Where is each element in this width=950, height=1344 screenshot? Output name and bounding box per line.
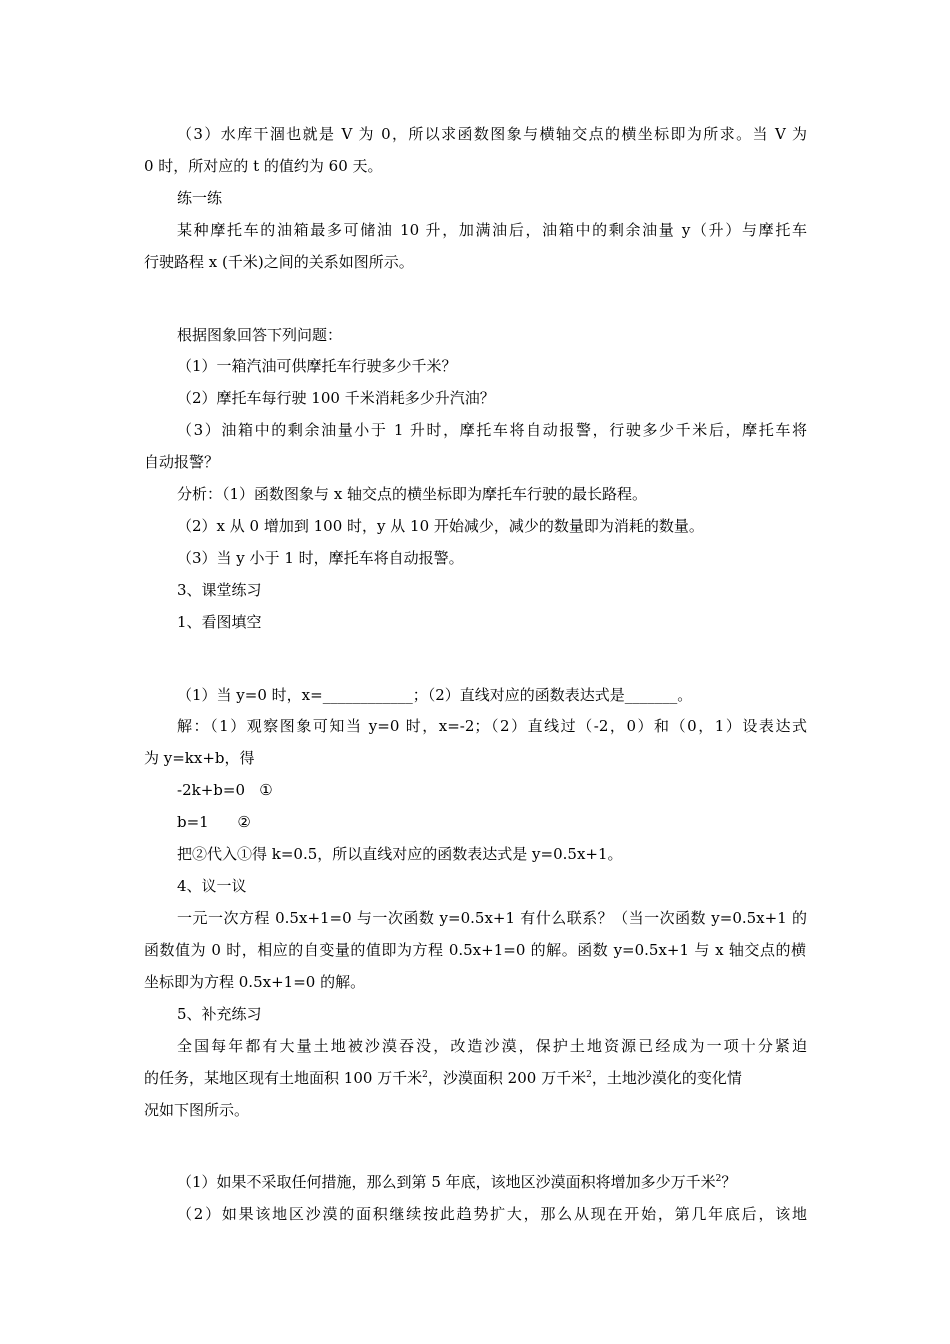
superscript: 2: [422, 1070, 428, 1080]
paragraph-line: [144, 1068, 742, 1088]
question-line: （3）油箱中的剩余油量小于 1 升时，摩托车将自动报警，行驶多少千米后，摩托车将: [177, 421, 807, 439]
equation-line: -2k+b=0 ①: [177, 781, 273, 799]
paragraph-line: 根据图象回答下列问题：: [177, 326, 343, 344]
text-segment: ，土地沙漠化的变化情: [591, 1069, 742, 1087]
superscript: 2: [715, 1174, 722, 1184]
section-heading: 3、课堂练习: [177, 581, 262, 599]
section-heading: 4、议一议: [177, 877, 247, 895]
superscript: 2: [586, 1070, 592, 1080]
paragraph-line: 一元一次方程 0.5x+1=0 与一次函数 y=0.5x+1 有什么联系？（当一次函数 y=0.5x+1 的: [177, 909, 807, 927]
paragraph-line: （3）水库干涸也就是 V 为 0，所以求函数图象与横轴交点的横坐标即为所求。当 V 为: [177, 125, 807, 143]
analysis-line: （2）x 从 0 增加到 100 时，y 从 10 开始减少，减少的数量即为消耗的数量。: [177, 517, 704, 535]
paragraph-line: 0 时，所对应的 t 的值约为 60 天。: [144, 157, 383, 175]
section-heading: 1、看图填空: [177, 613, 262, 631]
question-line: [177, 1172, 736, 1192]
paragraph-line: 坐标即为方程 0.5x+1=0 的解。: [144, 973, 366, 991]
section-heading: 5、补充练习: [177, 1005, 262, 1023]
question-line: （2）如果该地区沙漠的面积继续按此趋势扩大，那么从现在开始，第几年底后，该地: [177, 1205, 807, 1223]
analysis-line: （3）当 y 小于 1 时，摩托车将自动报警。: [177, 549, 464, 567]
question-line: （2）摩托车每行驶 100 千米消耗多少升汽油？: [177, 389, 495, 407]
paragraph-line: 况如下图所示。: [144, 1101, 250, 1119]
solution-line: 解：（1）观察图象可知当 y=0 时，x=-2；（2）直线过（-2，0）和（0，1）设表达式: [177, 717, 807, 735]
text-segment: ，沙漠面积 200 万千米: [427, 1069, 587, 1087]
paragraph-line: 行驶路程 x (千米)之间的关系如图所示。: [144, 253, 414, 271]
question-line: （1）一箱汽油可供摩托车行驶多少千米？: [177, 357, 457, 375]
paragraph-line: 某种摩托车的油箱最多可储油 10 升，加满油后，油箱中的剩余油量 y（升）与摩托车: [177, 221, 807, 239]
text-segment: 的任务，某地区现有土地面积 100 万千米: [144, 1069, 423, 1087]
fill-blank-line: （1）当 y=0 时，x=____________；（2）直线对应的函数表达式是_______。: [177, 686, 693, 704]
text-segment: （1）如果不采取任何措施，那么到第 5 年底，该地区沙漠面积将增加多少万千米: [177, 1173, 716, 1191]
paragraph-line: 函数值为 0 时，相应的自变量的值即为方程 0.5x+1=0 的解。函数 y=0.5x+1 与 x 轴交点的横: [144, 941, 806, 959]
equation-line: b=1 ②: [177, 813, 251, 831]
solution-line: 把②代入①得 k=0.5，所以直线对应的函数表达式是 y=0.5x+1。: [177, 845, 623, 863]
paragraph-line: 全国每年都有大量土地被沙漠吞没，改造沙漠，保护土地资源已经成为一项十分紧迫: [177, 1037, 807, 1055]
analysis-line: 分析：（1）函数图象与 x 轴交点的横坐标即为摩托车行驶的最长路程。: [177, 485, 648, 503]
question-line: 自动报警？: [144, 453, 220, 471]
section-heading: 练一练: [177, 189, 223, 207]
solution-line: 为 y=kx+b，得: [144, 749, 255, 767]
text-segment: ？: [721, 1173, 737, 1191]
